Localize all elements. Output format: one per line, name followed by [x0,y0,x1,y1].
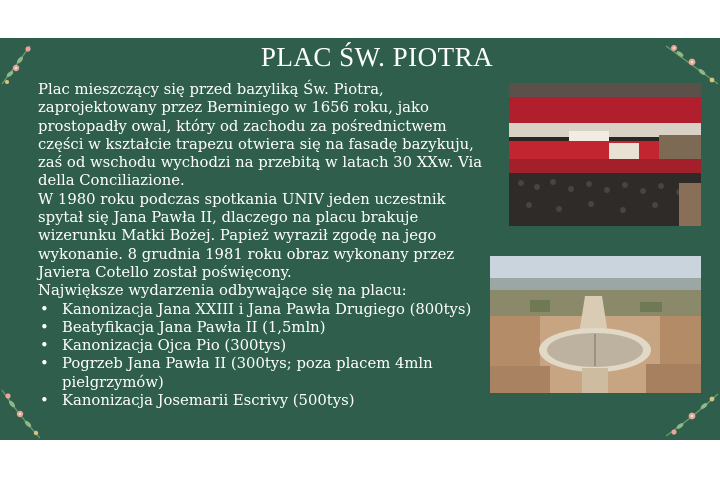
crowd-at-ceremony-photo [509,83,701,226]
events-list [38,301,488,411]
aerial-view-st-peters-square-photo [490,256,701,393]
list-item: • Beatyfikacja Jana Pawła II (1,5mln) [40,318,326,336]
floral-branch-icon [664,390,720,440]
slide [0,38,720,440]
painting-paragraph: W 1980 roku podczas spotkania UNIV jeden uczestnik spytał się Jana Pawła II, dlaczego na placu brakuje wizerunku Matki Bożej. Papież wyraził zgodę na jego wykonanie. 8 grudnia 1981 roku obraz wykonany przez Javiera Cotello został poświęcony. [38,190,455,281]
slide-title: PLAC ŚW. PIOTRA [260,42,494,72]
slide-body [38,81,488,410]
list-item: • Kanonizacja Ojca Pio (300tys) [40,337,287,355]
list-item: • Kanonizacja Josemarii Escrivy (500tys) [40,392,355,410]
floral-branch-icon [0,40,40,86]
list-item: • Kanonizacja Jana XXIII i Jana Pawła Drugiego (800tys) [40,300,472,318]
history-paragraph: Plac mieszczący się przed bazyliką Św. Piotra, zaprojektowany przez Berniniego w 1656 roku, jako prostopadły owal, który od zachodu za pośrednictwem części w kształcie trapezu otwiera się na fasadę bazykuju, zaś od wschodu wychodzi na przebitą w latach 30 XXw. Via della Conciliazione. [38,81,483,190]
list-item: • Pogrzeb Jana Pawła II (300tys; poza placem 4mln pielgrzymów) [40,355,433,391]
events-heading: Największe wydarzenia odbywające się na placu: [38,282,407,300]
